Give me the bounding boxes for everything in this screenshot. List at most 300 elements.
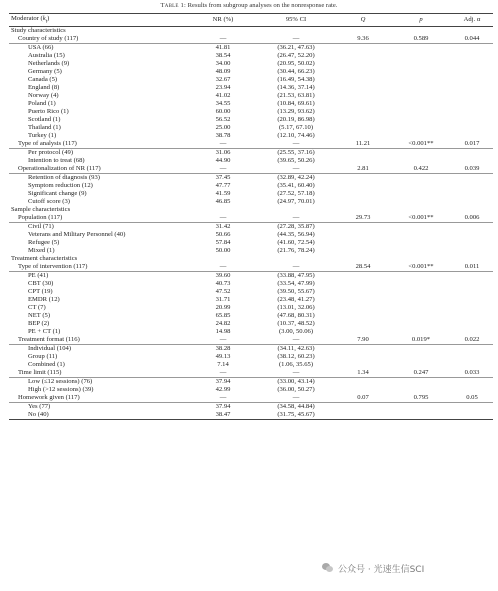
q-cell <box>335 288 391 296</box>
p-cell <box>391 52 451 60</box>
ci-cell: — <box>257 165 335 174</box>
row-label: EMDR (12) <box>28 296 60 304</box>
p-cell <box>391 361 451 369</box>
q-cell <box>335 239 391 247</box>
ci-cell: (26.47, 52.20) <box>277 52 315 60</box>
header-q-text: Q <box>360 16 366 24</box>
moderator-row <box>9 35 493 44</box>
p-cell <box>391 27 451 36</box>
ci-cell: (10.37, 48.52) <box>277 320 315 328</box>
row-label: Group (11) <box>28 353 58 361</box>
p-cell <box>391 124 451 132</box>
adj-alpha-cell <box>451 288 493 296</box>
row-label: NET (5) <box>28 312 51 320</box>
p-cell <box>391 231 451 239</box>
adj-alpha-cell <box>451 44 493 53</box>
adj-alpha-cell <box>451 353 493 361</box>
subgroup-row <box>9 345 493 354</box>
row-label: BEP (2) <box>28 320 50 328</box>
p-cell: 0.589 <box>391 35 451 44</box>
nr-cell: 57.84 <box>215 239 231 247</box>
p-cell <box>391 84 451 92</box>
ci-cell: (47.68, 80.31) <box>277 312 315 320</box>
ci-cell: (33.00, 43.14) <box>277 378 315 386</box>
subgroup-row <box>9 68 493 76</box>
moderator-row <box>9 214 493 223</box>
q-cell <box>335 255 391 263</box>
subgroup-row <box>9 304 493 312</box>
adj-alpha-cell <box>451 157 493 165</box>
q-cell <box>335 76 391 84</box>
ci-cell: (10.84, 69.61) <box>277 100 315 108</box>
ci-cell: (12.10, 74.46) <box>277 132 315 140</box>
row-label: Combined (1) <box>28 361 65 369</box>
nr-cell: — <box>189 263 257 272</box>
row-label: England (8) <box>28 84 60 92</box>
q-cell <box>335 353 391 361</box>
ci-cell: (35.41, 60.40) <box>277 182 315 190</box>
nr-cell: 31.71 <box>215 296 231 304</box>
ci-cell: (32.89, 42.24) <box>277 174 315 182</box>
p-cell <box>391 44 451 53</box>
row-label: Intention to treat (68) <box>28 157 85 165</box>
row-label: Turkey (1) <box>28 132 57 140</box>
ci-cell: (20.95, 50.02) <box>277 60 315 68</box>
p-cell <box>391 378 451 387</box>
subgroup-row <box>9 44 493 53</box>
nr-cell: 34.00 <box>215 60 231 68</box>
p-cell: 0.422 <box>391 165 451 174</box>
table-caption <box>0 2 498 9</box>
q-cell <box>335 280 391 288</box>
adj-alpha-cell <box>451 116 493 124</box>
subgroup-row <box>9 386 493 394</box>
adj-alpha-cell <box>451 272 493 281</box>
nr-cell: 37.94 <box>215 403 231 411</box>
subgroup-row <box>9 100 493 108</box>
ci-cell: — <box>257 394 335 403</box>
q-cell <box>335 116 391 124</box>
q-cell <box>335 27 391 36</box>
subgroup-row <box>9 174 493 183</box>
subgroup-row <box>9 361 493 369</box>
ci-cell: (34.58, 44.84) <box>277 403 315 411</box>
q-cell <box>335 182 391 190</box>
ci-cell: (27.52, 57.18) <box>277 190 315 198</box>
subgroup-row <box>9 132 493 140</box>
q-cell <box>335 411 391 420</box>
nr-cell: 46.85 <box>215 198 231 206</box>
moderator-row <box>9 263 493 272</box>
row-label: Type of intervention (117) <box>9 263 189 272</box>
p-cell <box>391 132 451 140</box>
ci-cell: (21.76, 78.24) <box>277 247 315 255</box>
ci-cell: (16.49, 54.38) <box>277 76 315 84</box>
ci-cell: — <box>257 35 335 44</box>
p-cell <box>391 255 451 263</box>
row-label: Cutoff score (3) <box>28 198 70 206</box>
adj-alpha-cell <box>451 296 493 304</box>
p-cell <box>391 223 451 232</box>
ci-cell: (5.17, 67.10) <box>278 124 314 132</box>
p-cell <box>391 320 451 328</box>
nr-cell <box>189 255 257 263</box>
q-cell <box>335 108 391 116</box>
adj-alpha-cell <box>451 403 493 412</box>
ci-cell: (1.06, 35.65) <box>278 361 314 369</box>
adj-alpha-cell <box>451 182 493 190</box>
subgroup-row <box>9 312 493 320</box>
row-label: Poland (1) <box>28 100 56 108</box>
row-label: Significant change (9) <box>28 190 87 198</box>
row-label: CPT (19) <box>28 288 53 296</box>
nr-cell: 38.78 <box>215 132 231 140</box>
subgroup-row <box>9 108 493 116</box>
adj-alpha-cell <box>451 312 493 320</box>
nr-cell: 23.94 <box>215 84 231 92</box>
header-p <box>391 14 451 27</box>
subgroup-row <box>9 60 493 68</box>
row-label: Civil (71) <box>28 223 54 231</box>
row-label: Study characteristics <box>11 27 66 35</box>
q-cell <box>335 403 391 412</box>
q-cell: 11.21 <box>335 140 391 149</box>
row-label: No (40) <box>9 411 189 420</box>
nr-cell: 31.42 <box>215 223 231 231</box>
p-cell <box>391 100 451 108</box>
subgroup-row <box>9 92 493 100</box>
row-label: Time limit (115) <box>9 369 189 378</box>
subgroup-row <box>9 411 493 420</box>
q-cell: 7.90 <box>335 336 391 345</box>
subgroup-row <box>9 223 493 232</box>
p-cell <box>391 353 451 361</box>
row-label: Germany (5) <box>28 68 62 76</box>
p-cell <box>391 386 451 394</box>
q-cell <box>335 84 391 92</box>
ci-cell: (36.00, 50.27) <box>277 386 315 394</box>
row-label: Australia (15) <box>28 52 65 60</box>
ci-cell: (13.01, 32.06) <box>277 304 315 312</box>
nr-cell: 65.85 <box>215 312 231 320</box>
ci-cell <box>257 27 335 36</box>
nr-cell <box>189 206 257 214</box>
row-label: Netherlands (9) <box>28 60 70 68</box>
ci-cell: (30.44, 66.23) <box>277 68 315 76</box>
row-label: PE (41) <box>28 272 49 280</box>
adj-alpha-cell <box>451 27 493 36</box>
nr-cell: 48.09 <box>215 68 231 76</box>
ci-cell: (38.12, 60.23) <box>277 353 315 361</box>
nr-cell: — <box>189 165 257 174</box>
row-label: PE + CT (1) <box>28 328 61 336</box>
subgroup-row <box>9 190 493 198</box>
row-label: Population (117) <box>9 214 189 223</box>
ci-cell: (44.35, 56.94) <box>277 231 315 239</box>
header-adj-alpha: Adj. α <box>451 14 493 27</box>
adj-alpha-cell <box>451 84 493 92</box>
nr-cell: 47.77 <box>215 182 231 190</box>
section-row <box>9 206 493 214</box>
ci-cell: (31.75, 45.67) <box>257 411 335 420</box>
ci-cell: — <box>257 140 335 149</box>
q-cell <box>335 149 391 158</box>
nr-cell: 38.28 <box>215 345 231 353</box>
ci-cell: (3.00, 50.06) <box>278 328 314 336</box>
nr-cell: 44.90 <box>215 157 231 165</box>
p-cell <box>391 198 451 206</box>
p-cell <box>391 182 451 190</box>
moderator-row <box>9 140 493 149</box>
table-body <box>9 27 493 420</box>
row-label: Homework given (117) <box>9 394 189 403</box>
row-label: Veterans and Military Personnel (40) <box>28 231 126 239</box>
subgroup-row <box>9 296 493 304</box>
nr-cell: 14.98 <box>215 328 231 336</box>
row-label: Scotland (1) <box>28 116 61 124</box>
ci-cell: — <box>257 214 335 223</box>
ci-cell: (14.36, 37.14) <box>277 84 315 92</box>
adj-alpha-cell <box>451 361 493 369</box>
q-cell <box>335 92 391 100</box>
header-q <box>335 14 391 27</box>
p-cell <box>391 92 451 100</box>
adj-alpha-cell: 0.05 <box>451 394 493 403</box>
subgroup-row <box>9 198 493 206</box>
row-label: USA (66) <box>28 44 54 52</box>
ci-cell: (20.19, 86.98) <box>277 116 315 124</box>
q-cell <box>335 206 391 214</box>
nr-cell: — <box>189 35 257 44</box>
subgroup-row <box>9 84 493 92</box>
nr-cell: 56.52 <box>215 116 231 124</box>
nr-cell: 24.82 <box>215 320 231 328</box>
row-label: Type of analysis (117) <box>9 140 189 149</box>
adj-alpha-cell <box>451 174 493 183</box>
ci-cell: (36.21, 47.63) <box>277 44 315 52</box>
moderator-row <box>9 336 493 345</box>
adj-alpha-cell: 0.017 <box>451 140 493 149</box>
q-cell <box>335 231 391 239</box>
p-cell <box>391 116 451 124</box>
watermark-text: 公众号 · 光速生信SCI <box>338 564 425 575</box>
adj-alpha-cell <box>451 76 493 84</box>
subgroup-row <box>9 288 493 296</box>
ci-cell: (34.11, 42.63) <box>277 345 315 353</box>
ci-cell: (25.55, 37.16) <box>277 149 315 157</box>
q-cell <box>335 132 391 140</box>
nr-cell: — <box>189 140 257 149</box>
adj-alpha-cell <box>451 124 493 132</box>
adj-alpha-cell <box>451 304 493 312</box>
ci-cell: — <box>257 263 335 272</box>
p-cell: <0.001** <box>391 263 451 272</box>
q-cell: 2.81 <box>335 165 391 174</box>
adj-alpha-cell <box>451 52 493 60</box>
q-cell <box>335 157 391 165</box>
adj-alpha-cell <box>451 100 493 108</box>
subgroup-row <box>9 403 493 412</box>
adj-alpha-cell <box>451 190 493 198</box>
p-cell <box>391 288 451 296</box>
nr-cell: 40.73 <box>215 280 231 288</box>
nr-cell: 37.45 <box>215 174 231 182</box>
section-row <box>9 27 493 36</box>
nr-cell: 49.13 <box>215 353 231 361</box>
adj-alpha-cell <box>451 108 493 116</box>
ci-cell: (27.28, 35.87) <box>277 223 315 231</box>
watermark <box>322 561 492 575</box>
adj-alpha-cell <box>451 255 493 263</box>
adj-alpha-cell <box>451 68 493 76</box>
subgroup-row <box>9 149 493 158</box>
adj-alpha-cell <box>451 247 493 255</box>
moderator-row <box>9 394 493 403</box>
adj-alpha-cell <box>451 92 493 100</box>
header-moderator-close: ) <box>47 15 50 22</box>
row-label: Sample characteristics <box>11 206 71 214</box>
p-cell <box>391 76 451 84</box>
nr-cell: 41.59 <box>215 190 231 198</box>
p-cell <box>391 68 451 76</box>
p-cell: <0.001** <box>391 140 451 149</box>
subgroup-row <box>9 124 493 132</box>
p-cell <box>391 312 451 320</box>
nr-cell: 50.66 <box>215 231 231 239</box>
table-caption-text: Results from subgroup analyses on the nonresponse rate. <box>187 2 338 9</box>
p-cell <box>391 272 451 281</box>
p-cell <box>391 280 451 288</box>
wechat-icon <box>322 563 334 573</box>
q-cell <box>335 223 391 232</box>
adj-alpha-cell <box>451 239 493 247</box>
q-cell <box>335 361 391 369</box>
table-header <box>9 14 493 27</box>
p-cell: <0.001** <box>391 214 451 223</box>
row-label: Individual (104) <box>28 345 72 353</box>
ci-cell: (33.54, 47.99) <box>277 280 315 288</box>
ci-cell: (24.97, 70.01) <box>277 198 315 206</box>
q-cell <box>335 345 391 354</box>
nr-cell: 31.06 <box>215 149 231 157</box>
p-cell: 0.247 <box>391 369 451 378</box>
q-cell <box>335 247 391 255</box>
row-label: Thailand (1) <box>28 124 61 132</box>
q-cell: 0.07 <box>335 394 391 403</box>
row-label: Treatment characteristics <box>11 255 78 263</box>
ci-cell: (13.29, 93.62) <box>277 108 315 116</box>
subgroup-row <box>9 280 493 288</box>
adj-alpha-cell <box>451 411 493 420</box>
header-nr: NR (%) <box>189 14 257 27</box>
ci-cell: (39.50, 55.67) <box>277 288 315 296</box>
table-caption-label: Table 1: <box>160 2 186 9</box>
nr-cell: 41.02 <box>215 92 231 100</box>
p-cell <box>391 174 451 183</box>
q-cell <box>335 328 391 336</box>
ci-cell: (23.48, 41.27) <box>277 296 315 304</box>
adj-alpha-cell <box>451 198 493 206</box>
row-label: Puerto Rico (1) <box>28 108 69 116</box>
p-cell <box>391 239 451 247</box>
q-cell <box>335 320 391 328</box>
ci-cell <box>257 206 335 214</box>
q-cell <box>335 190 391 198</box>
adj-alpha-cell <box>451 320 493 328</box>
q-cell <box>335 68 391 76</box>
q-cell <box>335 296 391 304</box>
q-cell: 28.54 <box>335 263 391 272</box>
results-table <box>9 13 493 420</box>
adj-alpha-cell: 0.011 <box>451 263 493 272</box>
ci-cell: (21.53, 63.81) <box>277 92 315 100</box>
header-moderator-k: k <box>42 15 46 22</box>
ci-cell: — <box>257 369 335 378</box>
row-label: CT (7) <box>28 304 46 312</box>
subgroup-row <box>9 353 493 361</box>
subgroup-row <box>9 182 493 190</box>
row-label: Per protocol (49) <box>28 149 74 157</box>
row-label: Canada (5) <box>28 76 58 84</box>
p-cell <box>391 304 451 312</box>
q-cell <box>335 198 391 206</box>
subgroup-row <box>9 231 493 239</box>
p-cell <box>391 296 451 304</box>
subgroup-row <box>9 239 493 247</box>
p-cell <box>391 190 451 198</box>
header-moderator-sub: t <box>45 18 48 25</box>
q-cell <box>335 272 391 281</box>
nr-cell: 42.99 <box>215 386 231 394</box>
moderator-row <box>9 165 493 174</box>
adj-alpha-cell <box>451 231 493 239</box>
adj-alpha-cell <box>451 280 493 288</box>
nr-cell: 41.81 <box>215 44 231 52</box>
p-cell <box>391 247 451 255</box>
p-cell <box>391 345 451 354</box>
q-cell: 29.73 <box>335 214 391 223</box>
subgroup-row <box>9 378 493 387</box>
nr-cell: 38.54 <box>215 52 231 60</box>
q-cell <box>335 312 391 320</box>
nr-cell: 38.47 <box>189 411 257 420</box>
header-p-text: p <box>419 16 423 24</box>
adj-alpha-cell <box>451 132 493 140</box>
row-label: Mixed (1) <box>28 247 55 255</box>
adj-alpha-cell: 0.039 <box>451 165 493 174</box>
row-label: Operationalization of NR (117) <box>9 165 189 174</box>
adj-alpha-cell <box>451 206 493 214</box>
p-cell: 0.019* <box>391 336 451 345</box>
adj-alpha-cell <box>451 345 493 354</box>
adj-alpha-cell <box>451 149 493 158</box>
ci-cell <box>257 255 335 263</box>
nr-cell: — <box>189 394 257 403</box>
subgroup-row <box>9 247 493 255</box>
ci-cell: (33.88, 47.95) <box>277 272 315 280</box>
adj-alpha-cell: 0.044 <box>451 35 493 44</box>
row-label: Norway (4) <box>28 92 59 100</box>
nr-cell: 7.14 <box>217 361 229 369</box>
subgroup-row <box>9 116 493 124</box>
header-moderator <box>9 14 189 27</box>
subgroup-row <box>9 328 493 336</box>
adj-alpha-cell: 0.022 <box>451 336 493 345</box>
p-cell <box>391 157 451 165</box>
q-cell <box>335 100 391 108</box>
adj-alpha-cell <box>451 328 493 336</box>
ci-cell: (39.65, 50.26) <box>277 157 315 165</box>
